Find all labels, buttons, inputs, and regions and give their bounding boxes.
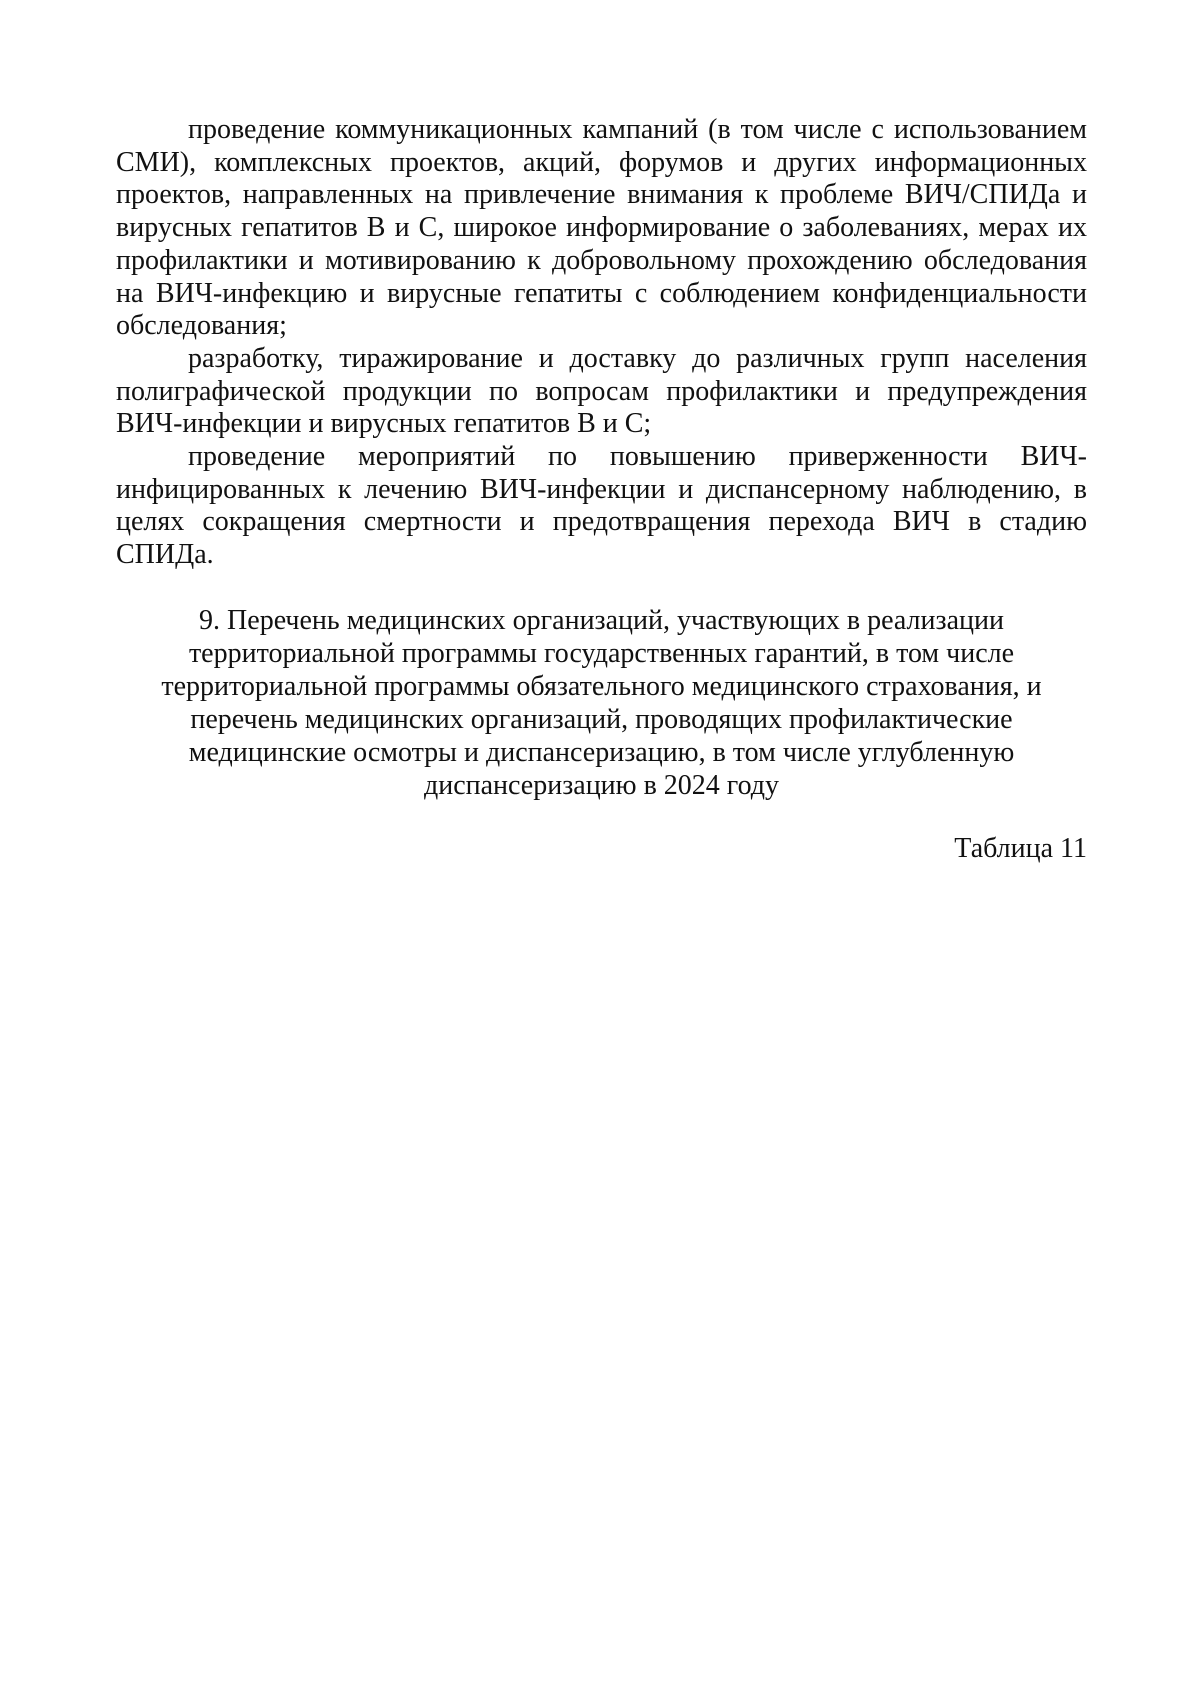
section-heading-line: территориальной программы обязательного медицинского страхования, и (161, 671, 1042, 702)
paragraph-treatment-adherence: проведение мероприятий по повышению приверженности ВИЧ-инфицированных к лечению ВИЧ-инфекции и диспансерному наблюдению, в целях сокращения смертности и предотвращения перехода ВИЧ в стадию СПИДа. (116, 441, 1087, 571)
paragraph-communication-campaigns: проведение коммуникационных кампаний (в том числе с использованием СМИ), комплексных проектов, акций, форумов и других информационных проектов, направленных на привлечение внимания к проблеме ВИЧ/СПИДа и вирусных гепатитов B и C, широкое информирование о заболеваниях, мерах их профилактики и мотивированию к добровольному прохождению обследования на ВИЧ-инфекцию и вирусные гепатиты с соблюдением конфиденциальности обследования; (116, 114, 1087, 342)
section-heading-line: территориальной программы государственных гарантий, в том числе (188, 638, 1015, 669)
body-text (116, 114, 1087, 572)
section-heading-line: 9. Перечень медицинских организаций, участвующих в реализации (199, 605, 1004, 636)
table-label: Таблица 11 (954, 833, 1087, 864)
section-heading (116, 604, 1087, 802)
section-heading-line: диспансеризацию в 2024 году (423, 770, 780, 801)
paragraph-printed-materials: разработку, тиражирование и доставку до различных групп населения полиграфической продукции по вопросам профилактики и предупреждения ВИЧ-инфекции и вирусных гепатитов B и C; (116, 342, 1087, 440)
section-heading-line: медицинские осмотры и диспансеризацию, в том числе углубленную (188, 737, 1015, 768)
section-heading-line: перечень медицинских организаций, проводящих профилактические (190, 704, 1013, 735)
